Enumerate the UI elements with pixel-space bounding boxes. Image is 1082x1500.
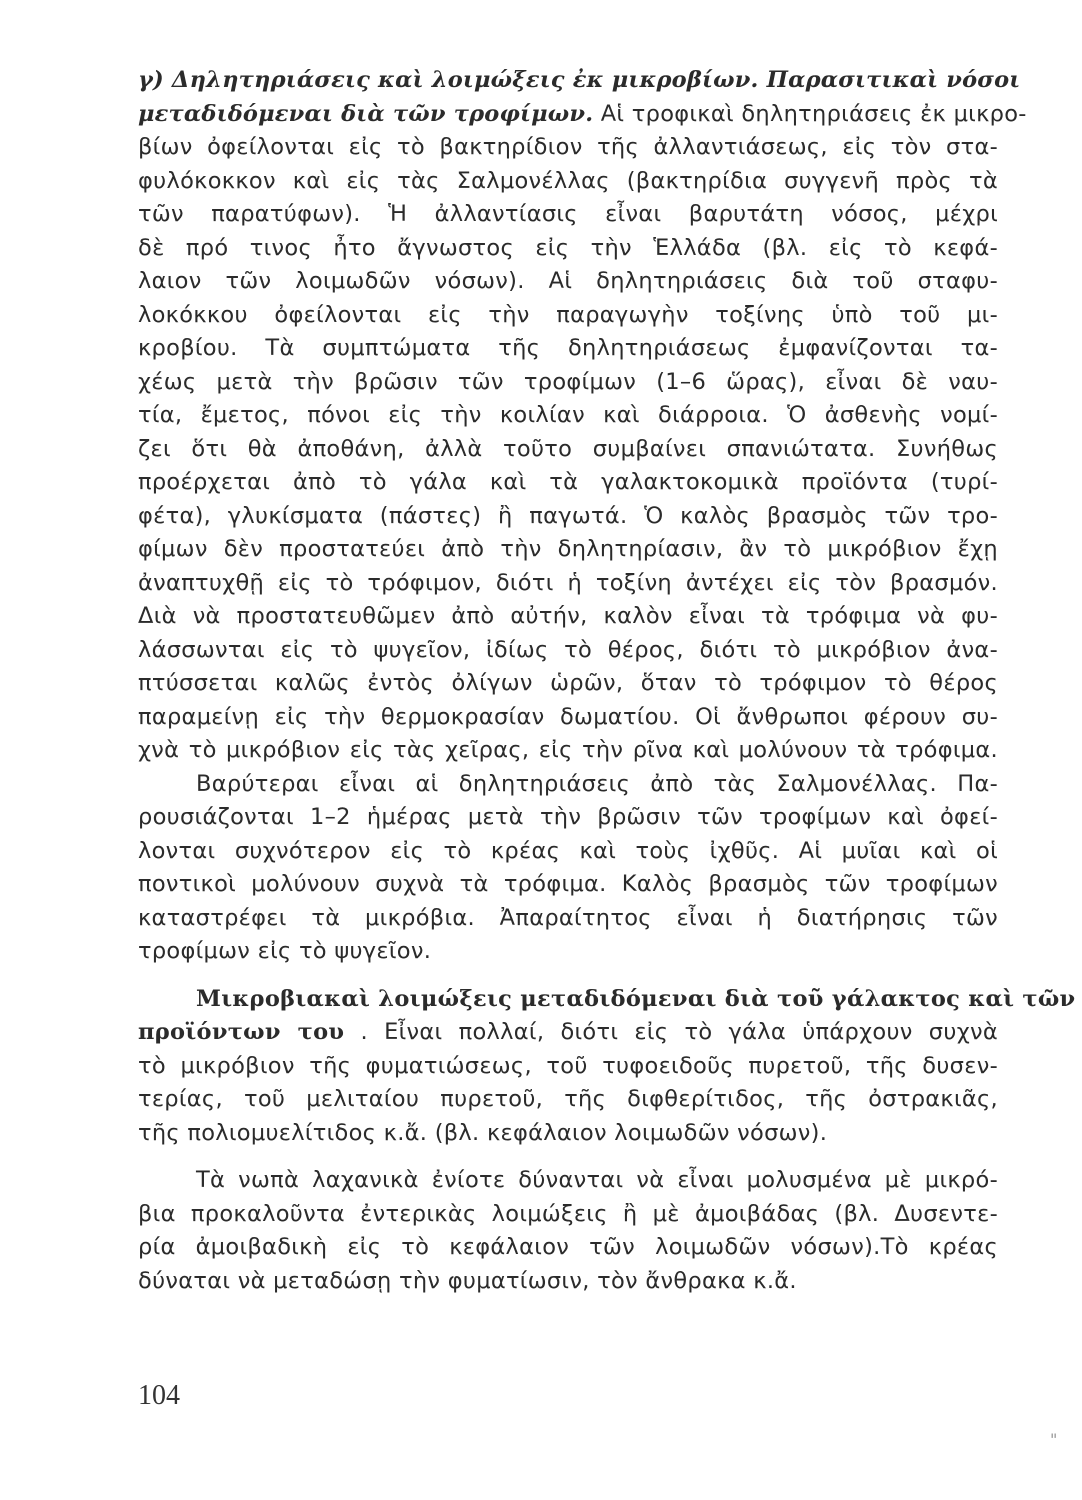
paragraph-line: τῶν παρατύφων). Ἡ ἀλλαντίασις εἶναι βαρυτάτη νόσος, μέχρι bbox=[138, 201, 998, 227]
paragraph-line: προέρχεται ἀπὸ τὸ γάλα καὶ τὰ γαλακτοκομικὰ προϊόντα (τυρί- bbox=[138, 469, 998, 495]
paragraph-line: Βαρύτεραι εἶναι αἱ δηλητηριάσεις ἀπὸ τὰς Σαλμονέλλας. Πα- bbox=[196, 770, 998, 797]
paragraph-line: βίων ὀφείλονται εἰς τὸ βακτηρίδιον τῆς ἀλλαντιάσεως, εἰς τὸν στα- bbox=[138, 134, 998, 160]
milk-section-heading-line2: προϊόντων του bbox=[138, 1019, 345, 1045]
paragraph-line: κροβίου. Τὰ συμπτώματα τῆς δηλητηριάσεως ἐμφανίζονται τα- bbox=[138, 335, 998, 361]
paragraph-line: ρία ἀμοιβαδικὴ εἰς τὸ κεφάλαιον τῶν λοιμωδῶν νόσων).Τὸ κρέας bbox=[138, 1234, 998, 1260]
paragraph-line: προϊόντων του . Εἶναι πολλαί, διότι εἰς τὸ γάλα ὑπάρχουν συχνὰ bbox=[138, 1019, 998, 1045]
paragraph-line: λονται συχνότερον εἰς τὸ κρέας καὶ τοὺς ἰχθῦς. Αἱ μυῖαι καὶ οἱ bbox=[138, 837, 998, 864]
paragraph-line: φέτα), γλυκίσματα (πάστες) ἢ παγωτά. Ὁ καλὸς βρασμὸς τῶν τρο- bbox=[138, 502, 998, 529]
paragraph-line: φυλόκοκκον καὶ εἰς τὰς Σαλμονέλλας (βακτηρίδια συγγενῆ πρὸς τὰ bbox=[138, 167, 998, 194]
section-heading-line1: γ) Δηλητηριάσεις καὶ λοιμώξεις ἐκ μικροβίων. Παρασιτικαὶ νόσοι bbox=[138, 67, 1021, 93]
paragraph-line: χνὰ τὸ μικρόβιον εἰς τὰς χεῖρας, εἰς τὴν ρῖνα καὶ μολύνουν τὰ τρόφιμα. bbox=[138, 737, 998, 763]
paragraph-line: καταστρέφει τὰ μικρόβια. Ἀπαραίτητος εἶναι ἡ διατήρησις τῶν bbox=[138, 904, 998, 931]
paragraph-line: λοκόκκου ὀφείλονται εἰς τὴν παραγωγὴν τοξίνης ὑπὸ τοῦ μι- bbox=[138, 301, 998, 328]
paragraph-line: μεταδιδόμεναι διὰ τῶν τροφίμων. Αἱ τροφικαὶ δηλητηριάσεις ἐκ μικρο- bbox=[138, 100, 1027, 127]
paragraph-line: ζει ὅτι θὰ ἀποθάνη, ἀλλὰ τοῦτο συμβαίνει σπανιώτατα. Συνήθως bbox=[138, 435, 998, 462]
paragraph-line: τροφίμων εἰς τὸ ψυγεῖον. bbox=[138, 938, 432, 964]
paragraph-line: παραμείνῃ εἰς τὴν θερμοκρασίαν δωματίου. Οἱ ἄνθρωποι φέρουν συ- bbox=[138, 703, 998, 730]
paragraph-line: φίμων δὲν προστατεύει ἀπὸ τὴν δηλητηρίασιν, ἂν τὸ μικρόβιον ἔχῃ bbox=[138, 536, 998, 562]
margin-mark: " bbox=[1050, 1430, 1058, 1449]
paragraph-line: λάσσωνται εἰς τὸ ψυγεῖον, ἰδίως τὸ θέρος, διότι τὸ μικρόβιον ἀνα- bbox=[138, 636, 998, 663]
paragraph-line: χέως μετὰ τὴν βρῶσιν τῶν τροφίμων (1–6 ὥρας), εἶναι δὲ ναυ- bbox=[138, 368, 998, 395]
paragraph-line: δύναται νὰ μεταδώσῃ τὴν φυματίωσιν, τὸν ἄνθρακα κ.ἄ. bbox=[138, 1267, 797, 1294]
section-heading-line2: μεταδιδόμεναι διὰ τῶν τροφίμων. bbox=[138, 100, 594, 127]
paragraph-line: βια προκαλοῦντα ἐντερικὰς λοιμώξεις ἢ μὲ ἀμοιβάδας (βλ. Δυσεντε- bbox=[138, 1200, 998, 1227]
paragraph-line: ἀναπτυχθῇ εἰς τὸ τρόφιμον, διότι ἡ τοξίνη ἀντέχει εἰς τὸν βρασμόν. bbox=[138, 569, 998, 596]
paragraph-line: τερίας, τοῦ μελιταίου πυρετοῦ, τῆς διφθερίτιδος, τῆς ὀστρακιᾶς, bbox=[138, 1086, 998, 1112]
paragraph-line: Διὰ νὰ προστατευθῶμεν ἀπὸ αὐτήν, καλὸν εἶναι τὰ τρόφιμα νὰ φυ- bbox=[138, 603, 998, 629]
paragraph-line: τῆς πολιομυελίτιδος κ.ἄ. (βλ. κεφάλαιον λοιμωδῶν νόσων). bbox=[138, 1119, 828, 1146]
page-number: 104 bbox=[138, 1380, 180, 1411]
paragraph-line: πτύσσεται καλῶς ἐντὸς ὀλίγων ὡρῶν, ὅταν τὸ τρόφιμον τὸ θέρος bbox=[138, 670, 998, 696]
paragraph-line: ρουσιάζονται 1–2 ἡμέρας μετὰ τὴν βρῶσιν τῶν τροφίμων καὶ ὀφεί- bbox=[138, 804, 998, 830]
body-text bbox=[138, 64, 1076, 1298]
paragraph-line: τία, ἔμετος, πόνοι εἰς τὴν κοιλίαν καὶ διάρροια. Ὁ ἀσθενὴς νομί- bbox=[138, 402, 998, 428]
paragraph-line: ποντικοὶ μολύνουν συχνὰ τὰ τρόφιμα. Καλὸς βρασμὸς τῶν τροφίμων bbox=[138, 871, 998, 897]
paragraph-line: τὸ μικρόβιον τῆς φυματιώσεως, τοῦ τυφοειδοῦς πυρετοῦ, τῆς δυσεν- bbox=[138, 1052, 998, 1079]
paragraph-line: λαιον τῶν λοιμωδῶν νόσων). Αἱ δηλητηριάσεις διὰ τοῦ σταφυ- bbox=[138, 268, 998, 294]
milk-section-heading: Μικροβιακαὶ λοιμώξεις μεταδιδόμεναι διὰ τοῦ γάλακτος καὶ τῶν bbox=[196, 985, 1076, 1012]
paragraph-line: δὲ πρό τινος ἦτο ἄγνωστος εἰς τὴν Ἑλλάδα (βλ. εἰς τὸ κεφά- bbox=[138, 234, 998, 261]
paragraph-line: Τὰ νωπὰ λαχανικὰ ἐνίοτε δύνανται νὰ εἶναι μολυσμένα μὲ μικρό- bbox=[196, 1167, 998, 1193]
